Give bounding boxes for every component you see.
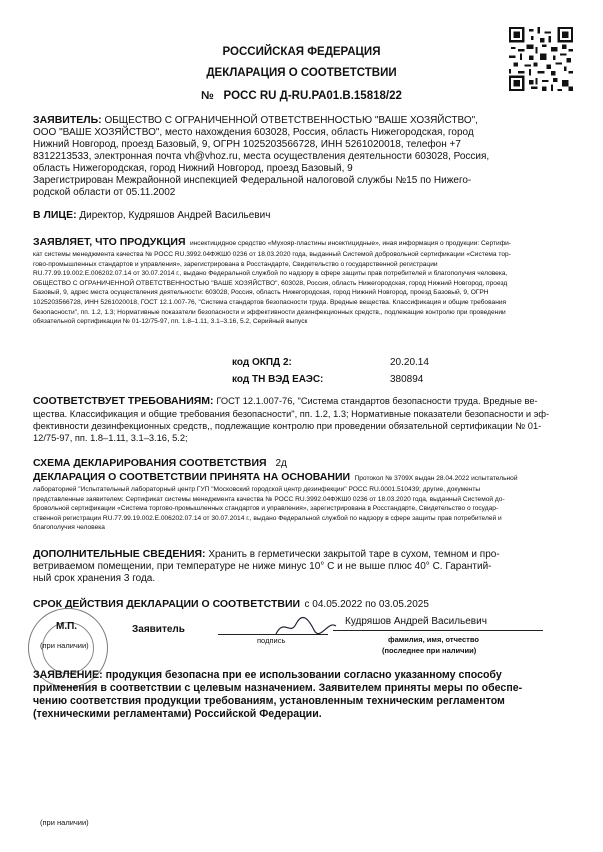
basis-line: благополучия человека: [33, 524, 105, 532]
signer-role: Заявитель: [132, 624, 185, 635]
additional-line: ветриваемом помещении, при температуре не ниже минус 10° С и не выше плюс 40° С. Гарантий-: [33, 561, 492, 572]
okpd-value: 20.20.14: [390, 357, 429, 368]
basis-line: представленные заявителем: Сертификат системы менеджмента качества № РОСС RU.3992.04ФЖШ0 0236 от 18.03.2020 года, выданный Системой до-: [33, 495, 505, 503]
country-title: РОССИЙСКАЯ ФЕДЕРАЦИЯ: [222, 46, 381, 58]
signer-name: Кудряшов Андрей Васильевич: [345, 616, 487, 627]
requirements-first-line: [33, 395, 573, 408]
applicant-label: ЗАЯВИТЕЛЬ:: [33, 114, 102, 126]
declaration-number: [0, 90, 603, 102]
requirements-line: щества. Классификация и общие требования безопасности", пп. 1.2, 1.3; Нормативные показатели безопасности и эф-: [33, 409, 550, 419]
requirements-line: 12/75-97, пп. 1.8–1.11, 3.1–3.16, 5.2;: [33, 433, 188, 443]
requirements-line: фективности дезинфекционных средств,, подлежащие контролю при проведении обязательной сертификации № 01-: [33, 421, 542, 431]
validity-label: СРОК ДЕЙСТВИЯ ДЕКЛАРАЦИИ О СООТВЕТСТВИИ: [33, 598, 301, 610]
statement-line: ЗАЯВЛЕНИЕ: продукция безопасна при ее использовании согласно указанному способу: [33, 669, 502, 681]
additional-first-line: [33, 548, 573, 561]
person-label: В ЛИЦЕ:: [33, 209, 77, 221]
mp-label: М.П.: [56, 621, 78, 632]
additional-line: ный срок хранения 3 года.: [33, 573, 156, 584]
applicant-line: родской области от 05.11.2002: [33, 187, 176, 198]
basis-label: ДЕКЛАРАЦИЯ О СООТВЕТСТВИИ ПРИНЯТА НА ОСНОВАНИИ: [33, 471, 351, 483]
product-line: кат системы менеджмента качества № РОСС RU.3992.04ФЖШ0 0236 от 18.03.2020 года, выданный Системой добровольной сертификации «Система тор-: [33, 251, 511, 258]
basis-first-text: Протокол № 3709Х выдан 28.04.2022 испытательной: [354, 475, 518, 482]
product-line: Базовый, 9, адрес места осуществления деятельности: 603028, Россия, область Нижегородская, город Нижний Новгород, проезд Базовый, 9, ОГРН: [33, 289, 489, 297]
person-value: Директор, Кудряшов Андрей Васильевич: [79, 210, 271, 221]
basis-first-line: [33, 467, 573, 485]
number-value: РОСС RU Д-RU.РА01.В.15818/22: [223, 90, 402, 102]
basis-line: лабораторией "Испытательный лабораторный центр ГУП "Московский городской центр дезинфекции" РОСС RU.0001.510439; другие, документы: [33, 486, 481, 493]
product-line: безопасности", пп. 1.2, 1.3; Нормативные показатели безопасности и эффективности дезинфекционных средств,, подлежащие контролю при проведении: [33, 308, 506, 316]
applicant-line: Зарегистрирован Межрайонной инспекцией Федеральной налоговой службы №15 по Нижего-: [33, 175, 472, 186]
applicant-line: область Нижегородская, город Нижний Новгород, проезд Базовый, 9: [33, 163, 353, 174]
basis-line: ственной регистрации RU.77.99.19.002.Е.006202.07.14 от 30.07.2014 г., выдано Федеральной службой по надзору в сфере защиты прав потребителей и: [33, 514, 502, 522]
statement-line: чению соответствия продукции требованиям, установленным техническим регламентом: [33, 695, 505, 707]
signature-caption: подпись: [257, 636, 286, 645]
validity-line: [33, 594, 573, 612]
document-title: ДЕКЛАРАЦИЯ О СООТВЕТСТВИИ: [206, 67, 397, 79]
basis-line: бровольной сертификации «Система торгово-промышленных стандартов и управления», зарегистрирована в Росстандарте, Свидетельство о государ-: [33, 505, 499, 513]
requirements-block: [33, 395, 573, 444]
scheme-value: 2д: [275, 458, 287, 469]
statement-line: применения в соответствии с целевым назначением. Заявителем приняты меры по обеспе-: [33, 682, 523, 694]
product-line: ОБЩЕСТВО С ОГРАНИЧЕННОЙ ОТВЕТСТВЕННОСТЬЮ "ВАШЕ ХОЗЯЙСТВО", 603028, Россия, область Нижегородская, город Нижний Новгород, проезд: [33, 279, 508, 287]
name-caption: фамилия, имя, отчество: [388, 635, 479, 644]
applicant-line-text: ОБЩЕСТВО С ОГРАНИЧЕННОЙ ОТВЕТСТВЕННОСТЬЮ "ВАШЕ ХОЗЯЙСТВО",: [104, 115, 478, 126]
mp-if-any: (при наличии): [40, 641, 89, 650]
product-first-text: инсектицидное средство «Мухояр-пластины инсектицидные», иная информация о продукции: Сертифи-: [189, 240, 511, 247]
additional-label: ДОПОЛНИТЕЛЬНЫЕ СВЕДЕНИЯ:: [33, 548, 206, 560]
validity-value: с 04.05.2022 по 03.05.2025: [304, 599, 429, 610]
product-line: обязательной сертификации № 01-12/75-97, пп. 1.8–1.11, 3.1–3.16, 5.2, Серийный выпуск: [33, 318, 308, 326]
additional-first-text: Хранить в герметически закрытой таре в сухом, темном и про-: [208, 549, 500, 560]
number-label: №: [201, 90, 214, 102]
okpd-label: код ОКПД 2:: [232, 357, 292, 368]
product-label: ЗАЯВЛЯЕТ, ЧТО ПРОДУКЦИЯ: [33, 236, 186, 248]
requirements-first-text: ГОСТ 12.1.007-76, "Система стандартов безопасности труда. Вредные ве-: [216, 396, 538, 406]
product-line: гово-промышленных стандартов и управления», зарегистрирована в Росстандарте, Свидетельство о государственной регистрации: [33, 260, 438, 268]
applicant-line: Нижний Новгород, проезд Базовый, 9, ОГРН 1025203566728, ИНН 5261020018, телефон +7: [33, 139, 461, 150]
statement-block: [33, 669, 573, 721]
name-caption-secondary: (последнее при наличии): [382, 646, 477, 655]
scheme-label: СХЕМА ДЕКЛАРИРОВАНИЯ СООТВЕТСТВИЯ: [33, 457, 267, 469]
basis-block: [33, 467, 573, 533]
applicant-line: [33, 114, 573, 127]
product-block: [33, 232, 573, 327]
qr-code-icon: [509, 27, 573, 91]
bottom-if-any: (при наличии): [40, 818, 89, 827]
tnved-value: 380894: [390, 374, 424, 385]
tnved-label: код ТН ВЭД ЕАЭС:: [232, 374, 324, 385]
signature-line: [218, 634, 328, 635]
statement-line: (техническими регламентами) Российской Федерации.: [33, 708, 322, 720]
product-line: RU.77.99.19.002.Е.006202.07.14 от 30.07.2014 г., выдано Федеральной службой по надзору в сфере защиты прав потребителей и благополучия человека,: [33, 270, 508, 278]
name-line: [333, 630, 543, 631]
applicant-block: [33, 114, 573, 199]
applicant-line: 8312213533, электронная почта vh@vhoz.ru, места осуществления деятельности 603028, Россия,: [33, 151, 490, 162]
additional-block: [33, 548, 573, 585]
product-first-line: [33, 232, 573, 250]
person-line: [33, 209, 573, 222]
product-line: 1025203566728, ИНН 5261020018, ГОСТ 12.1.007-76, "Система стандартов безопасности труда. Вредные вещества. Классификация и общие требования: [33, 298, 507, 306]
requirements-label: СООТВЕТСТВУЕТ ТРЕБОВАНИЯМ:: [33, 395, 214, 407]
applicant-line: ООО "ВАШЕ ХОЗЯЙСТВО", место нахождения 603028, Россия, область Нижегородская, город: [33, 127, 474, 138]
